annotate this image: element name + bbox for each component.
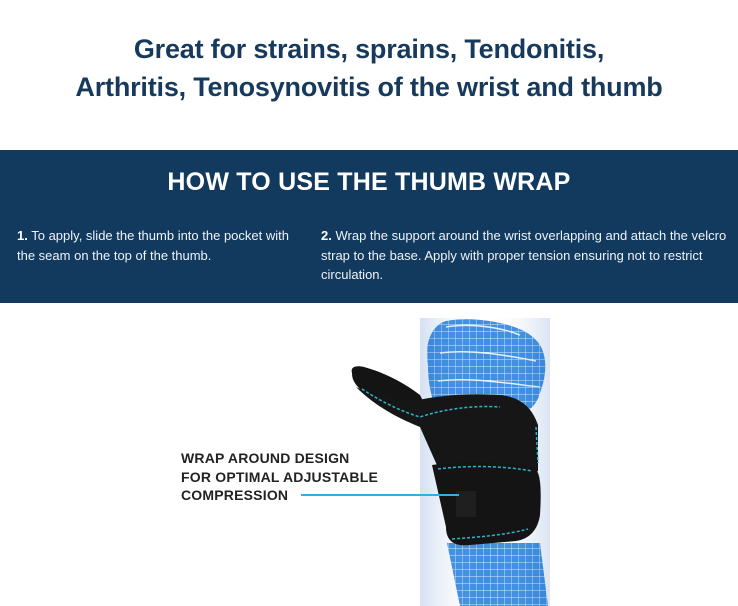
headline-line-2: Arthritis, Tenosynovitis of the wrist and thumb <box>75 72 663 102</box>
callout-line-1: WRAP AROUND DESIGN <box>181 450 350 466</box>
callout-line-2: FOR OPTIMAL ADJUSTABLE <box>181 468 379 485</box>
how-to-band <box>0 150 738 303</box>
step-1-number: 1. <box>17 228 28 243</box>
headline <box>0 30 738 106</box>
step-2-number: 2. <box>321 228 332 243</box>
step-1 <box>17 226 297 265</box>
callout-line-3: COMPRESSION <box>181 487 289 503</box>
feature-callout <box>181 449 378 505</box>
step-2-text: Wrap the support around the wrist overlapping and attach the velcro strap to the base. Apply with proper tension ensuring not to restrict circulation. <box>321 228 727 282</box>
how-to-title: HOW TO USE THE THUMB WRAP <box>167 168 571 196</box>
step-1-text: To apply, slide the thumb into the pocket with the seam on the top of the thumb. <box>17 228 289 263</box>
step-2 <box>321 226 733 285</box>
headline-line-1: Great for strains, sprains, Tendonitis, <box>133 34 605 64</box>
callout-pointer-line <box>301 494 459 496</box>
